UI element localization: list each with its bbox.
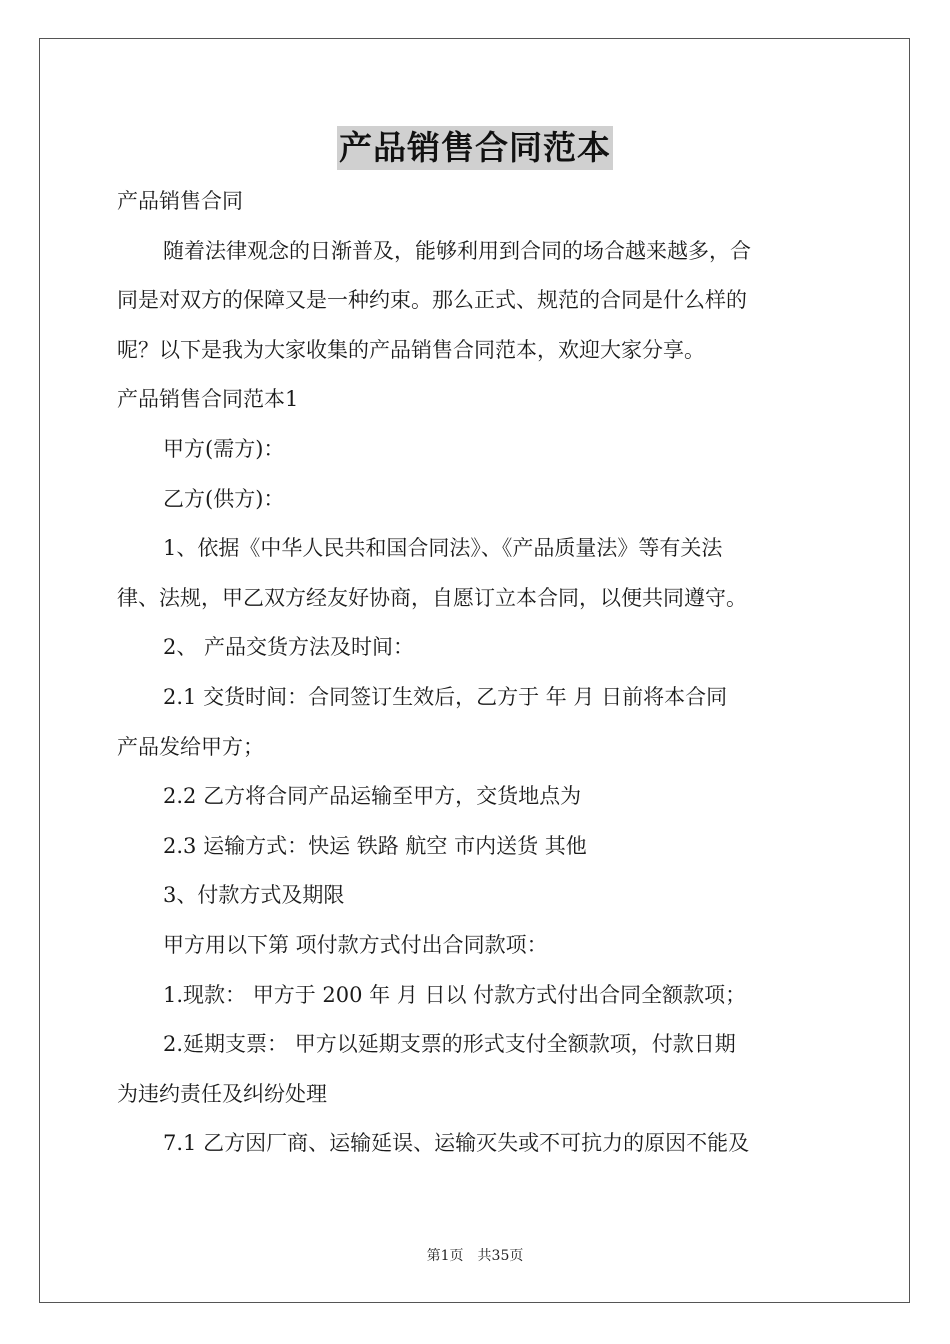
paragraph: 2.3 运输方式：快运 铁路 航空 市内送货 其他 <box>163 833 587 858</box>
title-container <box>0 126 950 170</box>
section-heading: 产品销售合同范本1 <box>117 387 299 412</box>
paragraph: 产品销售合同 <box>117 189 243 213</box>
paragraph: 产品发给甲方； <box>117 734 264 759</box>
paragraph: 呢？以下是我为大家收集的产品销售合同范本，欢迎大家分享。 <box>117 337 705 362</box>
paragraph: 1.现款： 甲方于 200 年 月 日以 付款方式付出合同全额款项； <box>163 982 747 1007</box>
paragraph: 2、 产品交货方法及时间： <box>163 635 415 660</box>
paragraph: 2.2 乙方将合同产品运输至甲方，交货地点为 <box>163 784 582 809</box>
paragraph: 甲方(需方)： <box>163 436 285 461</box>
paragraph: 乙方(供方)： <box>163 486 285 511</box>
paragraph: 律、法规，甲乙双方经友好协商，自愿订立本合同，以便共同遵守。 <box>117 585 747 610</box>
document-title: 产品销售合同范本 <box>337 126 613 170</box>
document-body <box>117 177 833 1169</box>
paragraph: 随着法律观念的日渐普及，能够利用到合同的场合越来越多，合 <box>163 238 751 263</box>
paragraph: 同是对双方的保障又是一种约束。那么正式、规范的合同是什么样的 <box>117 288 747 313</box>
page-footer <box>0 1247 950 1265</box>
page-number: 第1页 共35页 <box>426 1248 524 1264</box>
paragraph: 2.1 交货时间：合同签订生效后，乙方于 年 月 日前将本合同 <box>163 684 728 709</box>
paragraph: 7.1 乙方因厂商、运输延误、运输灭失或不可抗力的原因不能及 <box>163 1131 750 1156</box>
paragraph: 甲方用以下第 项付款方式付出合同款项： <box>163 932 548 957</box>
paragraph: 1、依据《中华人民共和国合同法》、《产品质量法》等有关法 <box>163 536 723 561</box>
paragraph: 3、付款方式及期限 <box>163 883 345 908</box>
paragraph: 为违约责任及纠纷处理 <box>117 1081 327 1106</box>
paragraph: 2.延期支票： 甲方以延期支票的形式支付全额款项，付款日期 <box>163 1032 736 1057</box>
